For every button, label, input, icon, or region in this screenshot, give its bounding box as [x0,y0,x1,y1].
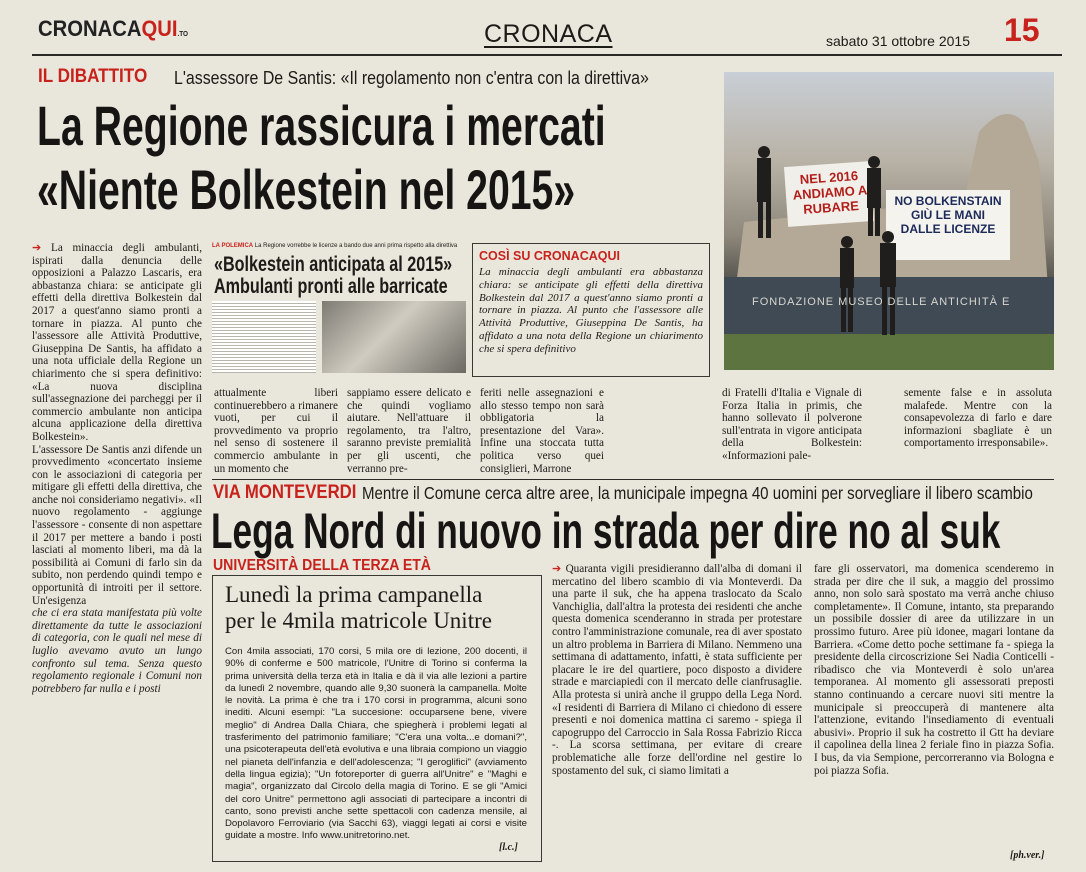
article2-rule [212,479,1054,480]
article1-column-6: semente false e in assoluta malafede. Mentre con la consapevolezza di farlo e dare informazioni sbagliate è un comportamento irresponsabile». [904,387,1052,450]
article2-column-1 [552,563,802,863]
unitre-signature: [l.c.] [499,842,518,853]
article1-headline-1: La Regione rassicura i mercati [37,94,606,157]
clipping-tag [212,243,457,249]
article1-col1-text: La minaccia degli ambulanti, ispirati dalla denuncia delle opposizioni a Palazzo Lascaris, era abbastanza chiara: se anticipate gli effetti della direttiva Bolkestein dal 2017 a quest'anno siamo pronti a tornare in piazza. Al punto che l'assessore alle Attività Produttive, Giuseppina De Santis, ha affidato a una nota ufficiale della Regione un chiarimento che si spera definitivo: «La nuova disciplina sull'assegnazione dei parcheggi per il commercio ambulante non anticipa alcuna applicazione della direttiva Bolkestein». [32,242,202,443]
article1-kicker: IL DIBATTITO [38,66,148,87]
article1-column-2: attualmente liberi continuerebbero a rimanere vuoti, per cui il provvedimento va proprio nel senso di sostenere il commercio ambulante in un momento che [214,387,338,475]
article2-column-2: fare gli osservatori, ma domenica scenderemo in strada per dire che il suk, a maggio del prossimo anno, non solo sarà spostato ma verrà anche chiuso completamente». Il Comune, intanto, sta preparando un possibile dossier di aree da utilizzare in un prossimo futuro. Aree più idonee, magari lontane da Barriera. «Come detto poche settimane fa - spiega la presidente della circoscrizione Sei Nadia Conticelli - ribadisco che via Monteverdi è solo un'area temporanea. Al momento gli assessorati preposti stanno continuando a cercare nuovi siti mentre la municipale si preoccuperà di mantenere alta l'attenzione, evitando l'insediamento di eventuali abusivi». Proprio il suk ha costretto il Gtt ha deviare il capolinea della linea 2 feriale fino in piazza Sofia. I bus, da via Sempione, percorreranno via Bologna e poi piazza Sofia. [814,563,1054,777]
clipping-photo [322,301,466,373]
clipping-tag-text: La Regione vorrebbe le licenze a bando due anni prima rispetto alla direttiva [254,243,458,249]
logo-suffix: .TO [177,31,189,38]
photo-banner-1: NEL 2016 ANDIAMO A RUBARE [792,168,868,217]
page-number: 15 [1004,12,1040,48]
article1-column-3: sappiamo essere delicato e che quindi vogliamo aiutare. Nell'attuare il regolamento, tra l'altro, saranno previste premialità per gli uscenti, che verranno pre- [347,387,471,475]
protest-photo [724,72,1054,370]
sidebar-box [472,243,710,377]
article1-column-1 [32,242,202,864]
photo-wall-text: FONDAZIONE MUSEO DELLE ANTICHITÀ E [752,296,1011,308]
logo-text-b: QUI [141,16,178,41]
sidebar-title: COSÌ SU CRONACAQUI [479,249,620,263]
unitre-body: Con 4mila associati, 170 corsi, 5 mila ore di lezione, 200 docenti, il 90% di conferme e 500 matricole, l'Unitre di Torino si conferma la prima università della terza età in Italia e dà il via alle lezioni a partire da lunedì 2 novembre, quando alle 9,30 suonerà la campanella. Molte le novità. La prima è che tra i 170 corsi in programma, alcuni sono inediti. Alcuni esempi: "La succesione: occuparsene bene, vivere meglio" di Andrea Dalla Chiara, che spiegherà i problemi legati al trasferimento del patrimonio familiare; "C'era una volta...e domani?", una psicoterapeuta dell'età evolutiva e una libraia compiono un viaggio nel pianeta dell'infanzia e dell'adolescenza; "I geroglifici" (avviamento della lingua egizia); "Un fotoreporter di guerra all'Unitre" e "Maghi e magia", organizzato dal Circolo della magia di Torino. E se gli "Amici del coro Unitre" permettono agli associati di partecipare a incontri di canto, sono previsti anche sette spettacoli con cadenza mensile, al Dopolavoro Ferroviario (via Sacchi 63), viaggi legati ai corsi e visite guidate a mostre. Info www.unitretorino.net. [225,646,527,842]
photo-banner-2: NO BOLKENSTAIN GIÙ LE MANI DALLE LICENZE [894,194,1002,236]
header-rule [32,54,1062,56]
article2-headline: Lega Nord di nuovo in strada per dire no al suk [211,503,1001,559]
clipping-text-block [212,301,316,373]
lawn [724,334,1054,370]
clipping-image [212,243,468,375]
masthead-logo [38,16,188,42]
article2-subhead: Mentre il Comune cerca altre aree, la municipale impegna 40 uomini per sorvegliare il libero scambio [362,483,1033,503]
article2-arrow-icon: ➔ [552,563,562,575]
article-arrow-icon: ➔ [32,242,42,254]
article1-column-5: di Fratelli d'Italia e Vignale di Forza Italia in primis, che hanno sollevato il polverone sull'entrata in vigore anticipata della Bolkestein: «Informazioni pale- [722,387,862,462]
issue-date: sabato 31 ottobre 2015 [826,33,971,49]
article1-col1-p3: che ci era stata manifestata più volte direttamente da tutte le associazioni di categoria, con le quali nel mese di luglio avevamo avuto un lungo confronto sul tema. Senza questo regolamento regionale i Comuni non potrebbero far nulla e i posti [32,607,202,695]
clipping-tag-label: LA POLEMICA [212,243,254,249]
article1-col1-p1 [32,242,202,444]
article1-col1-p2: L'assessore De Santis anzi difende un provvedimento «concertato insieme con le associazioni di categoria per mitigare gli effetti della direttiva, che anche noi consideriamo negativi». «Il nuovo regolamento - aggiunge l'assessore - consente di non aspettare il 2017 per mettere a bando i posti lasciati al momento liberi, ma dà la possibilità ai Comuni di farlo sin da subito, non perdendo quindi tempo e opportunità di introiti per il settore. Un'esigenza [32,443,202,607]
article2-kicker: VIA MONTEVERDI [213,482,357,503]
clipping-title-2: Ambulanti pronti alle barricate [214,275,448,298]
unitre-headline-1: Lunedì la prima campanella [225,582,483,607]
article2-col1-p [552,563,802,777]
clipping-title-1: «Bolkestein anticipata al 2015» [214,253,453,276]
logo-text-a: CRONACA [38,16,142,41]
sidebar-text: La minaccia degli ambulanti era abbastanza chiara: se anticipate gli effetti della direttiva Bolkestein dal 2017 a quest'anno siamo pronti a tornare in piazza. Al punto che l'assessore alle Attività Produttive, Giuseppina De Santis, ha affidato a una nota della Regione un chiarimento che si spera definitivo [479,266,703,355]
article1-subhead: L'assessore De Santis: «Il regolamento non c'entra con la direttiva» [174,67,649,88]
article1-column-4: feriti nelle assegnazioni e allo stesso tempo non sarà obbligatoria la presentazione del Vara». Infine una stoccata tutta politica verso quei consiglieri, Marrone [480,387,604,475]
article1-headline-2: «Niente Bolkestein nel 2015» [37,158,576,221]
article2-signature: [ph.ver.] [1010,850,1045,861]
section-label: CRONACA [484,20,613,48]
unitre-box [212,575,542,862]
unitre-headline-2: per le 4mila matricole Unitre [225,608,492,633]
unitre-kicker: UNIVERSITÀ DELLA TERZA ETÀ [213,557,431,574]
article2-col1-text: Quaranta vigili presidieranno dall'alba di domani il mercatino del libero scambio di via Monteverdi. Da una parte il suk, che ha appena traslocato da Scalo Vanchiglia, dall'altra la protesta dei residenti che anche questa domenica scenderanno in strada per protestare contro l'amministrazione comunale, rea di aver spostato un altro problema in Barriera di Milano. Nemmeno una settimana di adattamento, infatti, è stata sufficiente per placare le ire del quartiere, poco disposto a dividere strade e marciapiedi con il mercato delle cianfrusaglie. Alla protesta si unirà anche il gruppo della Lega Nord. «I residenti di Barriera di Milano ci chiedono di essere presenti e noi domenica mattina ci saremo - spiega il capogruppo del Carroccio in Sala Rossa Fabrizio Ricca -. La scorsa settimana, per evitare di creare problematiche alle forze dell'ordine nel gestire lo spostamento del suk, ci siamo limitati a [552,563,802,777]
